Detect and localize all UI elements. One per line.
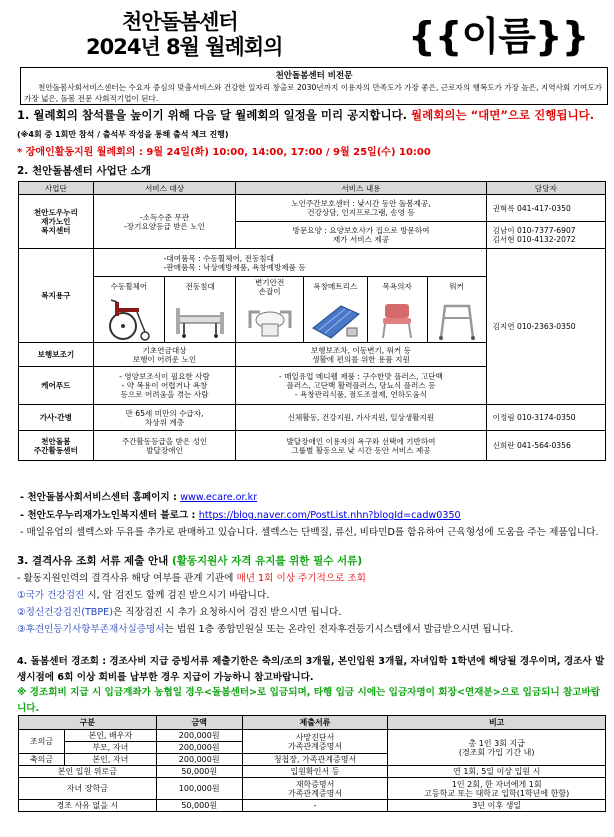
housework-content: 신체활동, 건강지원, 가사지원, 일상생활지원 <box>236 405 486 431</box>
section4-note: ※ 경조회비 지급 시 입금계좌가 농협일 경우<돌봄센터>로 입금되며, 타행 입금 시에는 입금자명이 회장<연재분>으로 입금되니 참고바랍니다. <box>17 687 601 714</box>
cond-row2-docs: 청첩장, 가족관계증명서 <box>242 754 388 766</box>
cond-row4-category: 자녀 장학금 <box>19 778 157 800</box>
cond-row3-amount: 50,000원 <box>156 766 242 778</box>
cond-row1b-sub: 부모, 자녀 <box>64 742 156 754</box>
daycare-staff: 신희란 041-564-0356 <box>486 431 605 461</box>
welfare-staff1: 권혁록 041-417-0350 <box>486 195 605 222</box>
cond-row1-docs: 사망진단서 가족관계증명서 <box>242 730 388 754</box>
cond-row1-category: 조의금 <box>19 730 65 754</box>
cond-row5-docs: - <box>242 800 388 812</box>
cond-row3-category: 본인 입원 위로금 <box>19 766 157 778</box>
bath-chair-icon <box>369 298 425 342</box>
blog-link[interactable]: https://blog.naver.com/PostList.nhn?blogId=cadw0350 <box>198 510 461 521</box>
header-title-line1: 천안돌봄센터 <box>122 10 238 34</box>
section3-item2-text: 은 직장검진 시 추가 요청하시어 검진 받으시면 됩니다. <box>112 607 342 618</box>
welfare-content-visit: 방문요양 : 요양보호사가 집으로 방문하여 재가 서비스 제공 <box>236 222 486 249</box>
product-bath-chair <box>367 297 427 343</box>
welfare-target: -소득수준 무관 -장기요양등급 받은 노인 <box>93 195 236 249</box>
cond-row5-amount: 50,000원 <box>156 800 242 812</box>
cond-row4-docs: 재학증명서 가족관계증명서 <box>242 778 388 800</box>
section3-item1-text: 시, 암 검진도 함께 검진 받으시기 바랍니다. <box>84 590 270 601</box>
cond-row5-category: 경조 사유 없을 시 <box>19 800 157 812</box>
carefood-target: - 영양보조식이 필요한 사람 - 약 복용이 어렵거나 욕창 등으로 어려움을 겪는 사람 <box>93 367 236 405</box>
section3-item3 <box>17 621 609 638</box>
daycare-unit: 천안돌봄 주간활동센터 <box>19 431 94 461</box>
col-header-target: 서비스 대상 <box>93 182 236 195</box>
tools-staff: 김지연 010-2363-0350 <box>486 249 605 405</box>
cond-header-amount: 금액 <box>156 716 242 730</box>
condolence-table <box>18 715 606 812</box>
cond-row3-docs: 입원확인서 등 <box>242 766 388 778</box>
cond-header-docs: 제출서류 <box>242 716 388 730</box>
vision-text: 천안돌봄사회서비스센터는 수요자 중심의 맞춤서비스와 건강한 일자리 창출로 2030년까지 이용자의 만족도가 가장 좋은, 근로자의 행복도가 가장 높은, 지역사회 기여도가 가장 넓은, 돌봄 전문 사회적기업이 된다. <box>24 83 602 103</box>
wheelchair-icon <box>101 298 157 342</box>
housework-unit: 가사·간병 <box>19 405 94 431</box>
carefood-unit: 케어푸드 <box>19 367 94 405</box>
tools-items: -대여품목 : 수동휠체어, 전동침대 -판매품목 : 낙상예방제품, 욕창예방제품 등 <box>93 249 486 277</box>
cond-row1-note: 총 1인 3회 지급 (경조회 가입 기간 내) <box>388 730 606 766</box>
homepage-label: - 천안돌봄사회서비스센터 홈페이지 : <box>20 492 181 503</box>
section3-item3-blue: ③후견인등기사항부존재사실증명서 <box>17 624 165 635</box>
product-walker-label: 워커 <box>427 277 486 297</box>
housework-target: 만 65세 미만의 수급자, 차상위 계층 <box>93 405 236 431</box>
toilet-handle-icon <box>242 298 298 342</box>
cond-row4-amount: 100,000원 <box>156 778 242 800</box>
blog-label: - 천안도우누리재가노인복지센터 블로그 : <box>20 510 199 521</box>
vision-title: 천안돌봄센터 비전문 <box>275 71 353 81</box>
product-bed-label: 전동침대 <box>165 277 236 297</box>
vision-box <box>20 67 608 105</box>
section3-item2 <box>17 604 609 621</box>
section3-title-text: 3. 결격사유 조회 서류 제출 안내 <box>17 555 172 567</box>
section1-note: * 장애인활동지원 월례회의 : 9월 24일(화) 10:00, 14:00, 17:00 / 9월 25일(수) 10:00 <box>17 147 431 158</box>
section1-title-sub: (※4회 중 1회만 참석 / 출석부 작성을 통해 출석 체크 진행) <box>17 130 229 139</box>
section3 <box>17 553 609 638</box>
section1-title-text: 1. 월례회의 참석률을 높이기 위해 다음 달 월례회의 일정을 미리 공지합니다. <box>17 108 412 122</box>
header-title-line2: 2024년 8월 월례회의 <box>86 35 283 59</box>
cond-row4-note: 1인 2회, 한 자녀에게 1회 고등학교 또는 대학교 입학(1학년에 한함) <box>388 778 606 800</box>
cond-row2-amount: 200,000원 <box>156 754 242 766</box>
section3-item1-blue: ①국가 건강검진 <box>17 590 85 601</box>
col-header-content: 서비스 내용 <box>236 182 486 195</box>
assist-unit: 보행보조기 <box>19 343 94 367</box>
links-block <box>20 489 610 541</box>
blog-line <box>20 507 610 525</box>
homepage-link[interactable]: www.ecare.or.kr <box>180 492 258 503</box>
welfare-unit: 천안도우누리 재가노인 복지센터 <box>19 195 94 249</box>
welfare-staff2-text: 김남이 010-7377-6907 <box>492 226 576 235</box>
cond-row1a-amount: 200,000원 <box>156 730 242 742</box>
daycare-target: 주간활동등급을 받은 성인 발달장애인 <box>93 431 236 461</box>
product-bed <box>165 297 236 343</box>
product-bath-chair-label: 목욕의자 <box>367 277 427 297</box>
section3-item2-blue: ②정신건강검진(TBPE) <box>17 607 113 618</box>
name-placeholder: {{이름}} <box>408 15 589 60</box>
housework-staff: 이정림 010-3174-0350 <box>486 405 605 431</box>
product-toilet-handle-label: 변기안전 손잡이 <box>236 277 304 297</box>
cond-header-note: 비고 <box>388 716 606 730</box>
service-table <box>18 181 606 461</box>
product-mattress <box>303 297 367 343</box>
milk-note: - 매일유업의 셀렉스와 두유를 추가로 판매하고 있습니다. 셀렉스는 단백질, 류신, 비타민D를 함유하여 근육형성에 도움을 주는 제품입니다. <box>20 527 599 538</box>
col-header-staff: 담당자 <box>486 182 605 195</box>
section3-line1-text: - 활동지원인력의 결격사유 해당 여부를 관계 기관에 <box>17 573 237 584</box>
section2-title: 2. 천안돌봄센터 사업단 소개 <box>17 165 151 177</box>
section3-item1 <box>17 587 609 604</box>
daycare-content: 발달장애인 이용자의 욕구와 선택에 기반하여 그룹별 활동으로 낮 시간 동안 서비스 제공 <box>236 431 486 461</box>
section3-title <box>17 553 609 570</box>
hospital-bed-icon <box>172 298 228 342</box>
product-wheelchair <box>93 297 164 343</box>
assist-content: 보행보조차, 이동변기, 워커 등 생활에 편의를 위한 용품 지원 <box>236 343 486 367</box>
air-mattress-icon <box>307 298 363 342</box>
cond-header-category: 구분 <box>19 716 157 730</box>
cond-row1b-amount: 200,000원 <box>156 742 242 754</box>
cond-row3-note: 연 1회, 5일 이상 입원 시 <box>388 766 606 778</box>
welfare-staff3-text: 김서현 010-4132-2072 <box>492 235 576 244</box>
welfare-staff2 <box>486 222 605 249</box>
section3-line1 <box>17 570 609 587</box>
product-wheelchair-label: 수동휠체어 <box>93 277 164 297</box>
section4-title: 4. 돌봄센터 경조회 : 경조사비 지급 증빙서류 제출기한은 축의/조의 3개월, 본인입원 3개월, 자녀입학 1학년에 해당될 경우이며, 경조사 발생시점에 6회 이상 회비를 납부한 경우 지급이 가능하니 참고바랍니다. <box>17 656 605 683</box>
section1-title-red: 월례회의는 “대면”으로 진행됩니다. <box>411 108 595 122</box>
product-mattress-label: 욕창매트리스 <box>303 277 367 297</box>
cond-row2-sub: 본인, 자녀 <box>64 754 156 766</box>
homepage-line <box>20 489 610 507</box>
tools-unit: 복지용구 <box>19 249 94 343</box>
section3-line1-red: 매년 1회 이상 주기적으로 조회 <box>236 573 366 584</box>
cond-row2-category: 축의금 <box>19 754 65 766</box>
product-toilet-handle <box>236 297 304 343</box>
cond-row1a-sub: 본인, 배우자 <box>64 730 156 742</box>
carefood-content: - 매일유업 메디웰 제품 : 구수한맛 플러스, 고단백 플러스, 고단백 활력플러스, 당뇨식 플러스 등 - 욕창관리식품, 점도조절제, 연하도움식 <box>236 367 486 405</box>
section3-item3-text: 는 법원 1층 종합민원실 또는 온라인 전자후견등기시스템에서 발급받으시면 됩니다. <box>164 624 514 635</box>
col-header-unit: 사업단 <box>19 182 94 195</box>
product-walker <box>427 297 486 343</box>
page-header <box>0 0 614 66</box>
section3-title-green: (활동지원사 자격 유지를 위한 필수 서류) <box>171 555 363 567</box>
cond-row5-note: 3년 이후 생일 <box>388 800 606 812</box>
welfare-content-daycare: 노인주간보호센터 : 낮시간 동안 돌봄제공, 건강상담, 인지프로그램, 송영 등 <box>236 195 486 222</box>
section1-title <box>17 107 607 143</box>
assist-target: 기초연금대상 보행이 어려운 노인 <box>93 343 236 367</box>
section4 <box>17 654 609 716</box>
walker-icon <box>429 298 485 342</box>
